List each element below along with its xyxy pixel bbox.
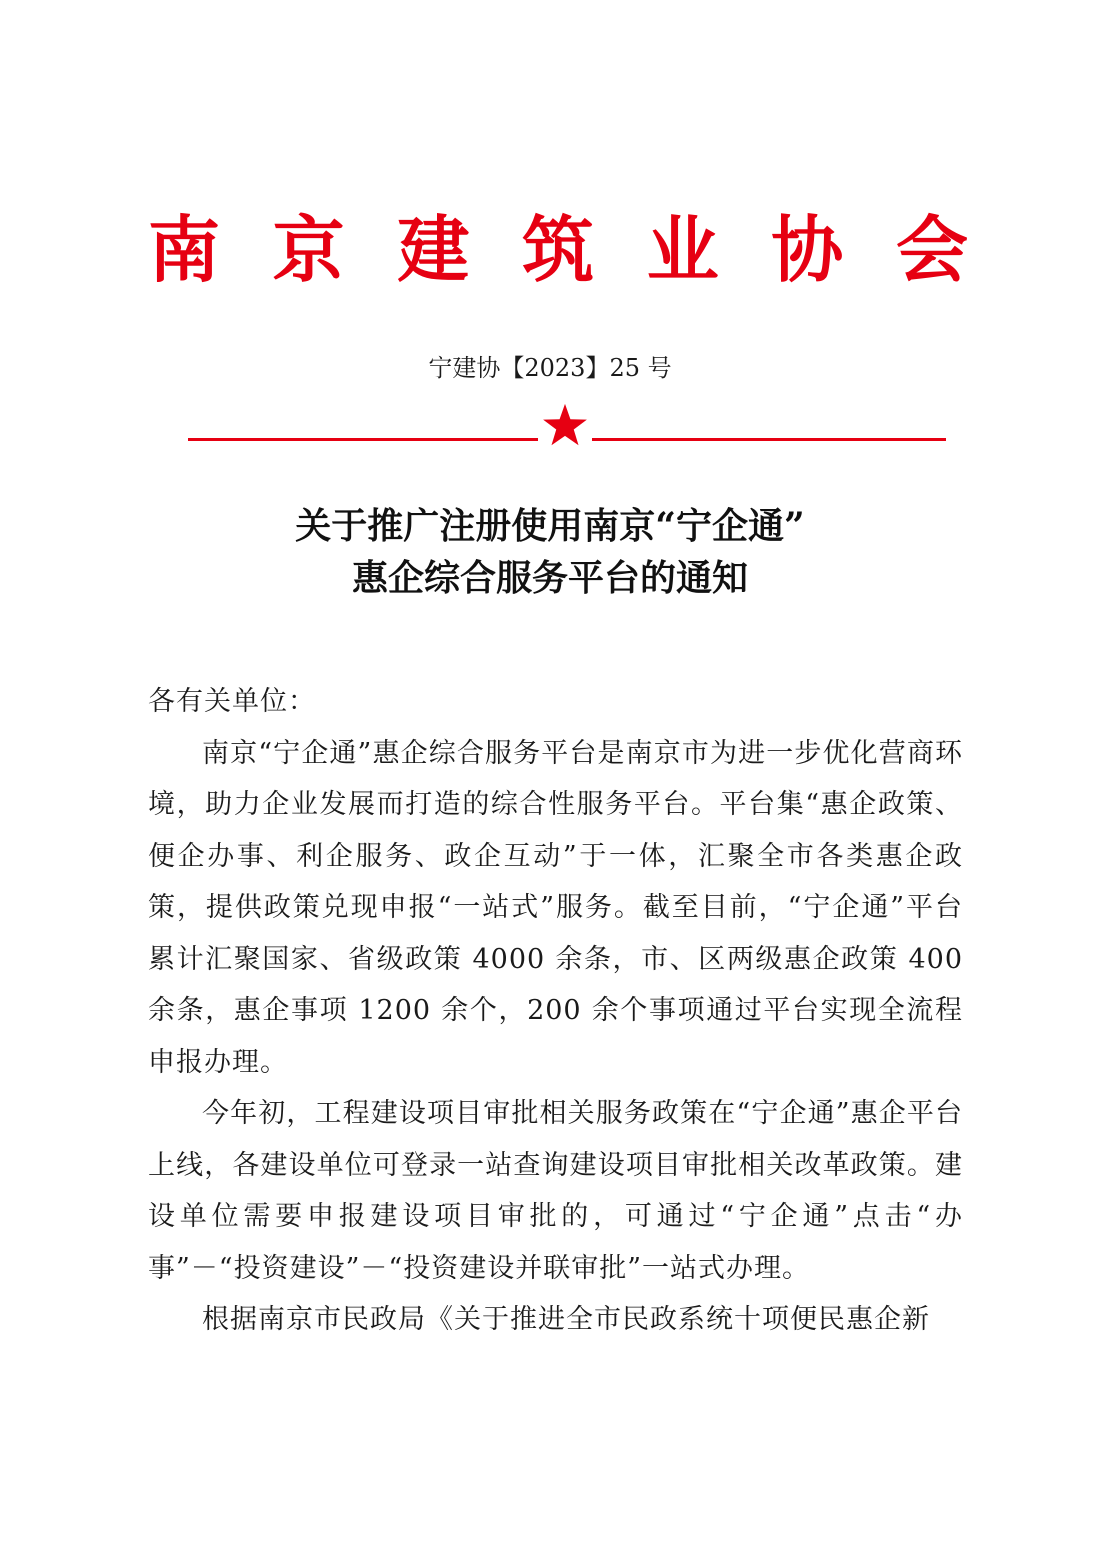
notice-title-line-2: 惠企综合服务平台的通知 xyxy=(351,557,748,599)
notice-title xyxy=(0,500,1100,604)
salutation: 各有关单位： xyxy=(148,686,316,717)
org-name-char: 京 xyxy=(272,207,345,292)
notice-title-line-1: 关于推广注册使用南京“宁企通” xyxy=(295,505,805,547)
org-name-char: 业 xyxy=(646,207,719,292)
document-number: 宁建协【2023】25 号 xyxy=(428,354,672,382)
red-star-icon xyxy=(542,402,588,448)
org-name-char: 会 xyxy=(895,207,968,292)
organization-name xyxy=(148,205,968,295)
org-name-char: 建 xyxy=(397,207,470,292)
org-name-char: 筑 xyxy=(521,207,594,292)
body-paragraph: 根据南京市民政局《关于推进全市民政系统十项便民惠企新 xyxy=(202,1304,930,1335)
red-separator-line-left xyxy=(188,438,538,441)
body-paragraph: 南京“宁企通”惠企综合服务平台是南京市为进一步优化营商环境，助力企业发展而打造的综合性服务平台。平台集“惠企政策、便企办事、利企服务、政企互动”于一体，汇聚全市各类惠企政策，提供政策兑现申报“一站式”服务。截至目前，“宁企通”平台累计汇聚国家、省级政策 4000 余条，市、区两级惠企政策 400 余条，惠企事项 1200 余个，200 余个事项通过平台实现全流程申报办理。 xyxy=(148,737,963,1078)
org-name-char: 南 xyxy=(148,207,221,292)
notice-body xyxy=(148,676,963,1346)
body-paragraph: 今年初，工程建设项目审批相关服务政策在“宁企通”惠企平台上线，各建设单位可登录一站查询建设项目审批相关改革政策。建设单位需要申报建设项目审批的，可通过“宁企通”点击“办事”－“投资建设”－“投资建设并联审批”一站式办理。 xyxy=(148,1098,963,1284)
red-separator-line-right xyxy=(592,438,946,441)
org-name-char: 协 xyxy=(771,207,844,292)
